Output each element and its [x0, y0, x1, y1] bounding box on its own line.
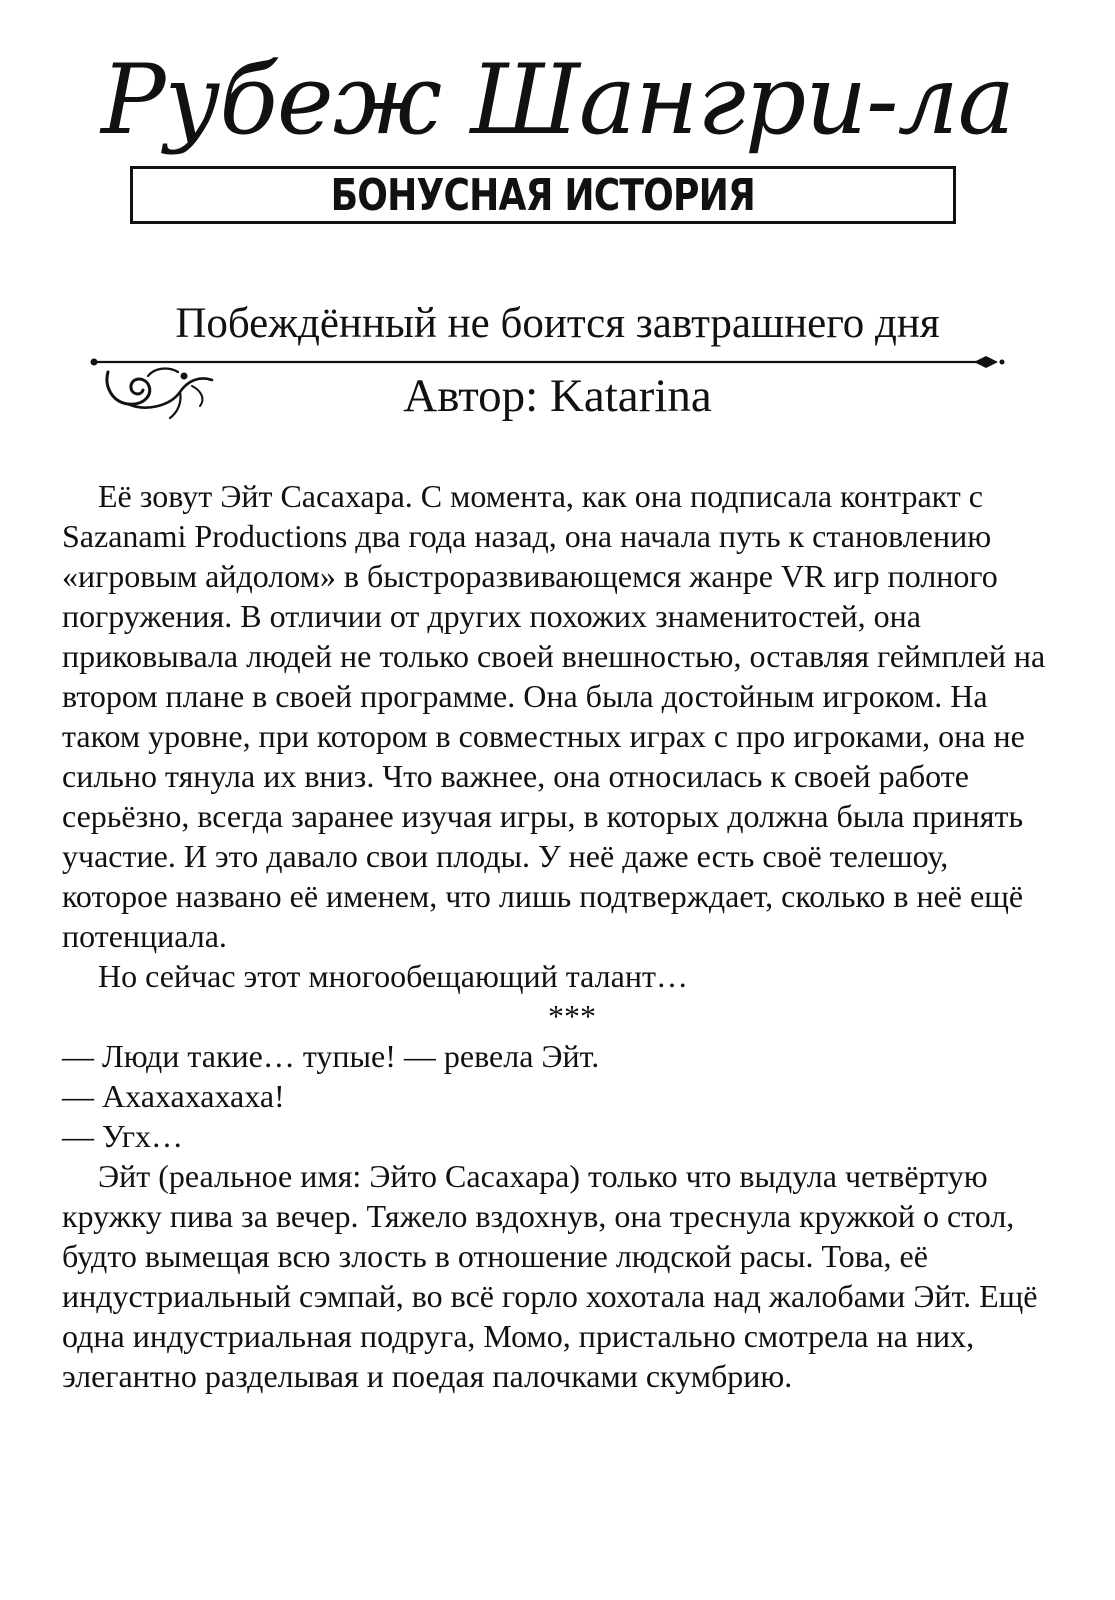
chapter-title: Побеждённый не боится завтрашнего дня: [175, 300, 940, 347]
bonus-story-banner: [130, 166, 956, 224]
paragraph: Её зовут Эйт Сасахара. С момента, как она подписала контракт с Sazanami Productions два года назад, она начала путь к становлению «игровым айдолом» в быстроразвивающемся жанре VR игр полного погружения. В отличии от других похожих знаменитостей, она приковывала людей не только своей внешностью, оставляя геймплей на втором плане в своей программе. Она была достойным игроком. На таком уровне, при котором в совместных играх с про игроками, она не сильно тянула их вниз. Что важнее, она относилась к своей работе серьёзно, всегда заранее изучая игры, в которых должна была принять участие. И это давало свои плоды. У неё даже есть своё телешоу, которое названо её именем, что лишь подтверждает, сколько в неё ещё потенциала.: [62, 478, 1046, 954]
paragraph: Эйт (реальное имя: Эйто Сасахара) только что выдула четвёртую кружку пива за вечер. Тяжело вздохнув, она треснула кружкой о стол, будто вымещая всю злость в отношение людской расы. Това, её индустриальный сэмпай, во всё горло хохотала над жалобами Эйт. Ещё одна индустриальная подруга, Момо, пристально смотрела на них, элегантно разделывая и поедая палочками скумбрию.: [62, 1158, 1038, 1394]
author-line: Автор: Katarina: [403, 370, 712, 422]
scene-separator: ***: [548, 998, 596, 1034]
dialog-line: — Ахахахахаха!: [62, 1078, 285, 1114]
story-body: [62, 476, 1052, 1396]
series-title: Рубеж Шангри-ла: [101, 44, 1014, 156]
paragraph: Но сейчас этот многообещающий талант…: [98, 958, 688, 994]
bonus-story-label: БОНУСНАЯ ИСТОРИЯ: [330, 170, 756, 221]
dialog-line: — Люди такие… тупые! — ревела Эйт.: [62, 1038, 600, 1074]
dialog-line: — Угх…: [62, 1118, 183, 1154]
